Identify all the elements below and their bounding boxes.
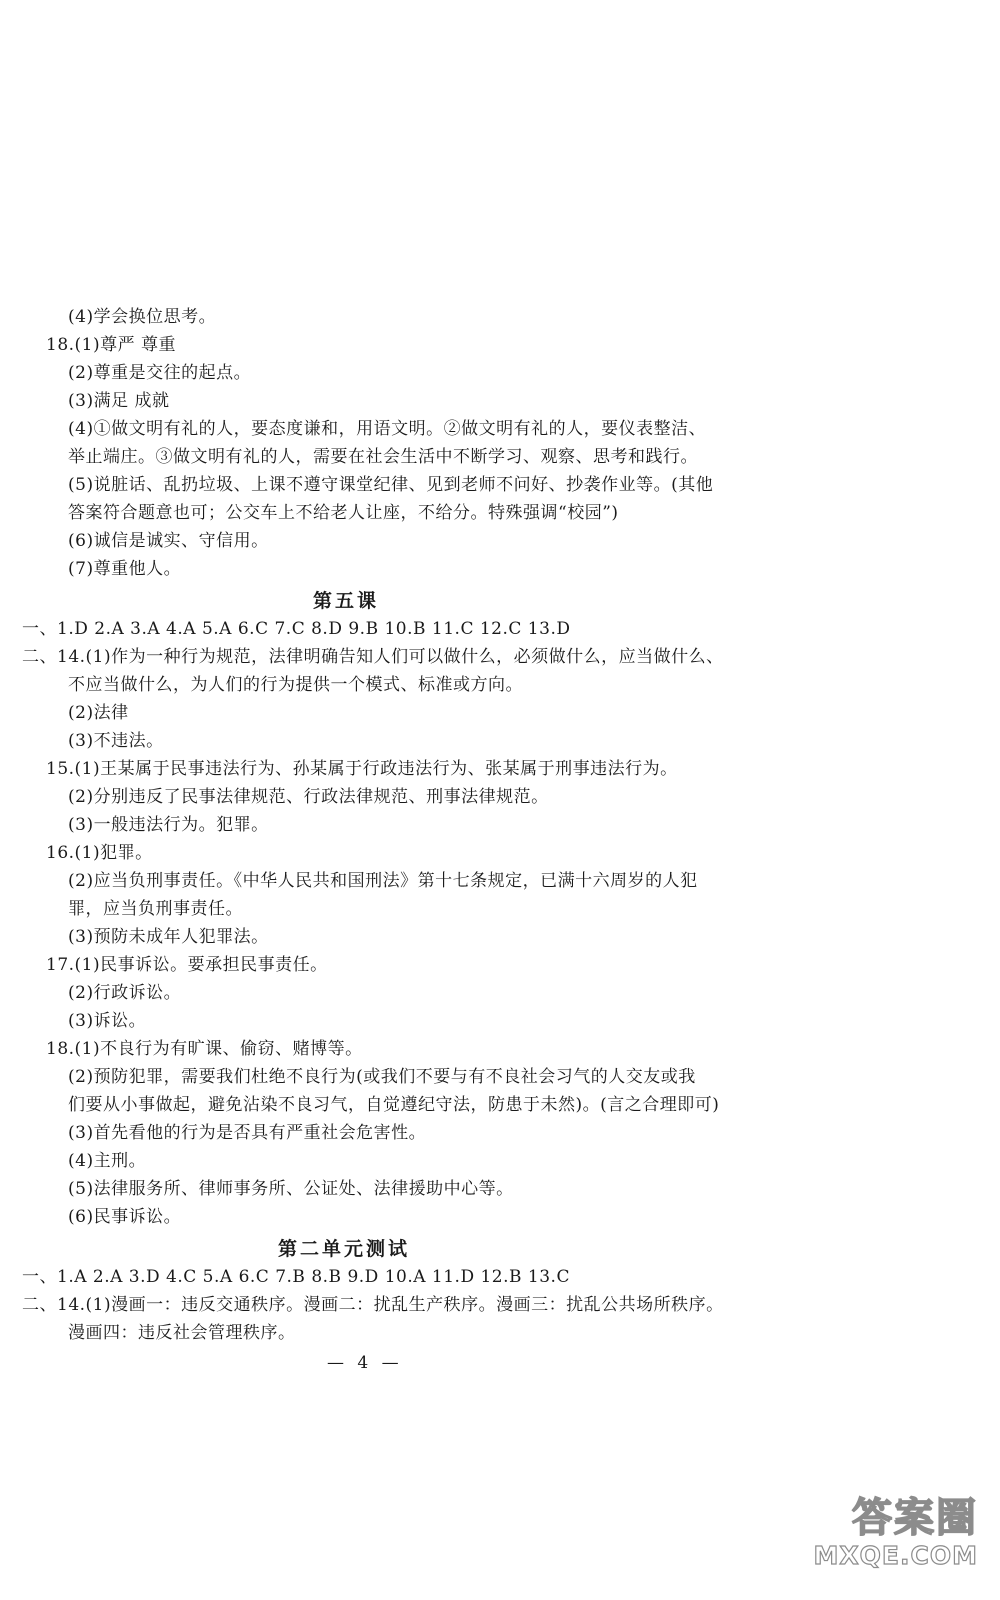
answer-line: 17.(1)民事诉讼。要承担民事责任。 [46,955,328,975]
answer-line: (3)首先看他的行为是否具有严重社会危害性。 [68,1123,427,1143]
answer-line: 15.(1)王某属于民事违法行为、孙某属于行政违法行为、张某属于刑事违法行为。 [46,759,678,779]
answer-line: 二、14.(1)漫画一：违反交通秩序。漫画二：扰乱生产秩序。漫画三：扰乱公共场所秩序。 [22,1295,724,1315]
answer-line: (3)满足 成就 [68,391,170,411]
answer-line: 二、14.(1)作为一种行为规范，法律明确告知人们可以做什么，必须做什么，应当做什么、 [22,647,724,667]
answer-line: (5)说脏话、乱扔垃圾、上课不遵守课堂纪律、见到老师不问好、抄袭作业等。(其他 [68,475,714,495]
watermark-logo-text: 答案圈 [852,1495,978,1541]
answer-line: (2)法律 [68,703,129,723]
watermark-url: MXQE.COM [813,1541,978,1570]
answer-line: (7)尊重他人。 [68,559,182,579]
page-number: — 4 — [327,1353,403,1373]
answer-line: (2)分别违反了民事法律规范、行政法律规范、刑事法律规范。 [68,787,549,807]
section-heading-unit-2-test: 第二单元测试 [278,1238,411,1260]
answer-line: 们要从小事做起，避免沾染不良习气，自觉遵纪守法，防患于未然)。(言之合理即可) [68,1095,720,1115]
answer-line: (5)法律服务所、律师事务所、公证处、法律援助中心等。 [68,1179,514,1199]
watermark-logo [781,1496,986,1574]
answer-line: 答案符合题意也可；公交车上不给老人让座，不给分。特殊强调“校园”) [68,503,619,523]
answer-line: (3)一般违法行为。犯罪。 [68,815,269,835]
answer-line: (2)应当负刑事责任。《中华人民共和国刑法》第十七条规定，已满十六周岁的人犯 [68,871,698,891]
answer-line: (2)尊重是交往的起点。 [68,363,252,383]
answer-line: (6)诚信是诚实、守信用。 [68,531,269,551]
answer-line: 18.(1)不良行为有旷课、偷窃、赌博等。 [46,1039,363,1059]
answer-line: 罪，应当负刑事责任。 [68,899,243,919]
answer-line: (6)民事诉讼。 [68,1207,182,1227]
answer-line: (2)行政诉讼。 [68,983,182,1003]
answer-line: 一、1.D 2.A 3.A 4.A 5.A 6.C 7.C 8.D 9.B 10.B 11.C 12.C 13.D [22,619,571,639]
answer-line: 不应当做什么，为人们的行为提供一个模式、标准或方向。 [68,675,523,695]
answer-line: (3)诉讼。 [68,1011,147,1031]
answer-line: (4)学会换位思考。 [68,307,217,327]
answer-line: (4)①做文明有礼的人，要态度谦和，用语文明。②做文明有礼的人，要仪表整洁、 [68,419,707,439]
answer-line: (3)预防未成年人犯罪法。 [68,927,269,947]
answer-line: 漫画四：违反社会管理秩序。 [68,1323,296,1343]
answer-line: 举止端庄。③做文明有礼的人，需要在社会生活中不断学习、观察、思考和践行。 [68,447,698,467]
answer-line: 18.(1)尊严 尊重 [46,335,177,355]
answer-line: (3)不违法。 [68,731,164,751]
answer-line: 16.(1)犯罪。 [46,843,153,863]
section-heading-lesson-5: 第五课 [313,590,380,612]
answer-line: (2)预防犯罪，需要我们杜绝不良行为(或我们不要与有不良社会习气的人交友或我 [68,1067,696,1087]
answer-line: 一、1.A 2.A 3.D 4.C 5.A 6.C 7.B 8.B 9.D 10.A 11.D 12.B 13.C [22,1267,570,1287]
answer-line: (4)主刑。 [68,1151,147,1171]
